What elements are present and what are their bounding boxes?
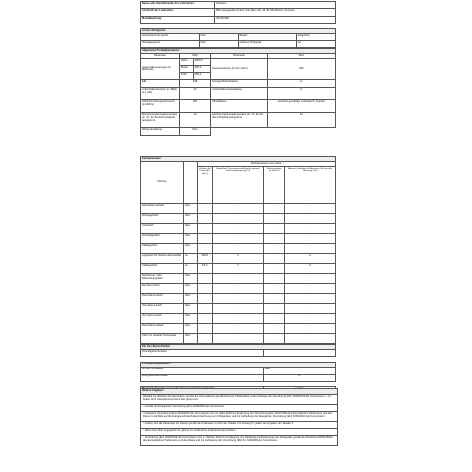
compartment-volume: - [197,294,213,304]
product-info-sheet-2 [140,156,336,395]
compartment-volume: - [197,224,213,234]
note-paragraph: ³ Ändern sich die Parameter für Fächer gemäß den Fußnoten 4 und 5 der Tabelle 3 in Anhang IV, gelten die Angaben der Tabelle 3. [141,422,337,429]
height-label: Höhe [180,59,194,66]
compartment-freezing: - [263,254,284,264]
value-header: Wert [180,54,211,59]
compartment-volume: - [197,274,213,284]
type-row-label: Bauart: [238,34,297,41]
max-temp-label: Höchstumgebungstemperatur (in °C), für die das Kühlgerät geeignet ist [211,113,268,128]
compartment-row [141,314,336,324]
freezing-col-header: Gefriervermögen (in kg/24 h) [263,167,284,204]
eei-value: 108 [180,80,211,88]
compartment-name: Ein-Stern-Fach [141,284,184,294]
compartment-present: Nein [183,274,197,284]
volume-col-header: Volumen des Fachs (dm³ oder l) [197,167,213,204]
compartment-name: Null-Sterne- oder Eisbereitungsfach [141,274,184,284]
compartment-row [141,264,336,274]
compartment-row [141,294,336,304]
group-header: Fachparameter und -werte [197,162,335,167]
compartment-temperature: - [213,244,264,254]
width-label: Breite [180,66,194,73]
compartment-temperature: - [213,224,264,234]
compartment-row [141,274,336,284]
compartment-name: Weinlagerfach [141,214,184,224]
compartment-freezing: - [263,294,284,304]
compartment-present: Nein [183,244,197,254]
annual-energy-value: 287 [180,100,211,113]
compartment-temperature: - [213,294,264,304]
compartment-freezing: - [263,304,284,314]
dimensions-label: Gesamtabmessungen (in Millimeter) [141,59,180,80]
compartment-defrost: A [285,254,336,264]
compartment-present: Nein [183,314,197,324]
defrost-col-header: Abtauart (automatische Abtauung = A, manuelle Abtauung = M) [285,167,336,204]
climate-label: Klimaklasse: [211,100,268,113]
product-info-sheet-1 [140,1,336,136]
compartment-volume: 51.0 [197,264,213,274]
compartment-row [141,234,336,244]
compartment-freezing: - [263,224,284,234]
compartment-defrost: - [285,334,336,344]
compartment-present: Nein [183,234,197,244]
supplier-value: Siemens [215,2,336,9]
compartment-defrost: - [285,244,336,254]
compartment-temperature: - [213,314,264,324]
compartment-temperature: - [213,234,264,244]
light-type-value: LED [263,367,335,374]
type-table [140,28,336,48]
compartment-freezing: - [263,334,284,344]
noise-class-value: D [267,88,335,100]
compartment-table [140,156,336,344]
note-paragraph: Weblink zur Website des Herstellers, auf der die Informationen gemäß Nummer 4 Buchstabe a des Anhangs der Verordnung (EU) 2019/2019 der Kommission ¹ ² zu finden sind: www.siemens-home.bsh-group.com [141,395,337,405]
compartment-defrost: - [285,214,336,224]
compartment-name: Fach mit variabler Temperatur [141,334,184,344]
light-energy-label: Energieeffizienzklasse [141,374,264,381]
compartment-freezing: - [263,274,284,284]
compartment-present: Ja [183,264,197,274]
fachtyp-header: Fachtyp [141,162,184,204]
type-row-label: Anderes Kühlgerät: [238,41,297,48]
compartment-row [141,224,336,234]
compartment-volume: 300.0 [197,254,213,264]
compartment-row [141,204,336,214]
compartment-present: Nein [183,214,197,224]
compartment-present: Nein [183,324,197,334]
noise-value: 42 [180,88,211,100]
compartment-defrost: - [285,314,336,324]
type-row-value: Nein [199,41,238,48]
compartment-temperature: 2 [213,264,264,274]
type-row-label: Geräuscharmes Gerät: [141,34,200,41]
compartment-row [141,284,336,294]
compartment-volume: - [197,324,213,334]
compartment-present: Nein [183,334,197,344]
width-value: 600.0 [193,66,211,73]
note-paragraph: ² Delegierte Verordnung (EU) 2019/2016 der Kommission vom 11. März 2019 zur Ergänzung der Verordnung (EU) 2017/1369 des Europäischen Parlaments und des Rates im Hinblick auf die Energieverbrauchskennzeichnung von Kühlgeräten und zur Aufhebung der Delegierten Verordnung (EU) 1060/2010 der Kommission. [141,412,337,422]
model-value: GS 51NAD [215,17,336,24]
compartment-temperature: - [213,274,264,284]
compartment-defrost: - [285,324,336,334]
compartment-defrost: - [285,294,336,304]
eei-label: EEI [141,80,180,88]
compartment-freezing: - [263,284,284,294]
compartment-present: Nein [183,204,197,214]
address-value: BSH Hausgeräte GmbH, Carl-Wery-Str. 34, 81739 Munich, Germany [215,9,336,17]
compartment-volume: - [197,304,213,314]
note-paragraph: ¹ Gemäß der Delegierten Verordnung (EU) 2019/2016 der Kommission. [141,405,337,412]
compartment-defrost: - [285,224,336,234]
total-volume-label: Gesamtvolumen (in dm³ oder l) [211,59,268,80]
compartment-name: Zwei-Sterne-Abteil [141,324,184,334]
total-volume-value: 300 [267,59,335,80]
type-row-value: Ja [297,41,336,48]
compartment-volume: - [197,334,213,344]
compartment-defrost: - [285,204,336,214]
compartment-name: Vier-Sterne-Fach [141,314,184,324]
compartment-freezing: - [263,204,284,214]
type-row-value: Nein [199,34,238,41]
compartment-present: Nein [183,224,197,234]
light-section-title: Lichtquellenparameter: [141,362,336,367]
depth-label: Tiefe [180,73,194,80]
compartment-row [141,244,336,254]
noise-label: Luftschallemissionen (in dB(A) re 1 pW) [141,88,180,100]
compartment-volume: - [197,204,213,214]
general-section-title: Allgemeine Produktparameter: [141,49,336,54]
compartment-row [141,324,336,334]
type-section-title: Art des Kühlgeräts: [141,29,336,34]
compartment-section-title: Fachparameter: [141,157,336,162]
compartment-present: Nein [183,294,197,304]
address-label: Anschrift des Lieferanten [141,9,215,17]
min-temp-label: Mindestumgebungstemperatur (in °C), für die das Kühlgerät geeignet ist [141,113,180,128]
compartment-freezing: - [263,234,284,244]
compartment-freezing: - [263,314,284,324]
type-row-label: Weinlagergerät: [141,41,200,48]
compartment-name: Drei-Sterne-Fach [141,304,184,314]
four-star-title: Für Vier-Sterne-Fächer [141,345,336,350]
compartment-defrost: A [285,264,336,274]
supplier-table [140,1,336,24]
annual-energy-label: Jährlicher Energieverbrauch (in kWh/a) [141,100,180,113]
supplier-label: Name oder Handelsmarke des Lieferanten: [141,2,215,9]
compartment-name: Kaltlagerfach [141,244,184,254]
compartment-freezing: - [263,214,284,224]
compartment-defrost: - [285,304,336,314]
compartment-name: Lagerfach für frische Lebensmittel [141,254,184,264]
compartment-name: Speisekammerfach [141,204,184,214]
compartment-name: Zwei-Sterne-Fach [141,294,184,304]
compartment-row [141,254,336,264]
note-paragraph: ⁵ Verordnung (EU) 2019/2019 der Kommission vom 1. Oktober 2019 zur Festlegung von Ökodesign-Anforderungen an Kühlgeräte gemäß der Richtlinie 2009/125/EG des Europäischen Parlaments und des Rates und zur Aufhebung der Verordnung (EG) Nr. 643/2009 der Kommission. [143,436,333,443]
min-temp-value: 10 [180,113,211,128]
general-params-table [140,48,336,136]
max-temp-value: 43 [267,113,335,128]
temperature-col-header: Empfohlene Temperatureinstellung für optimale Lebensmittellagerung (°C) [213,167,264,204]
compartment-name: Kellerfach [141,224,184,234]
light-type-label: Art der Lichtquelle: [141,367,264,374]
compartment-freezing: - [263,264,284,274]
param-header: Parameter [141,54,180,59]
quick-freeze-value [263,350,335,357]
compartment-volume: - [197,234,213,244]
additional-info-title: Weitere Angaben: [141,389,337,395]
compartment-temperature: 4 [213,254,264,264]
energy-class-label: Energieeffizienzklasse [211,80,268,88]
winter-setting-label: Wintereinstellung [141,128,180,136]
param-header: Parameter [211,54,268,59]
value-header: Wert [267,54,335,59]
compartment-freezing: - [263,324,284,334]
height-value: 1860.0 [193,59,211,66]
compartment-volume: - [197,314,213,324]
compartment-temperature: - [213,204,264,214]
compartment-row [141,304,336,314]
compartment-defrost: - [285,284,336,294]
depth-value: 650.0 [193,73,211,80]
noise-class-label: Luftschallemissionsklasse [211,88,268,100]
compartment-volume: - [197,214,213,224]
compartment-defrost: - [285,234,336,244]
note-paragraph: ⁴ Wenn kein Wert angegeben ist, gibt es im Gerät keine entsprechende Funktion. [141,429,337,436]
climate-value: erweitert-gemäßigt, subtropisch, tropisch [267,100,335,113]
compartment-present: Nein [183,284,197,294]
compartment-defrost: - [285,274,336,284]
type-row-value: Eingebaut [297,34,336,41]
compartment-temperature: - [213,334,264,344]
compartment-rows [141,204,336,344]
compartment-present: Ja [183,254,197,264]
compartment-freezing: - [263,244,284,254]
quick-freeze-label: Schnellgefrierfunktion [141,350,264,357]
compartment-temperature: - [213,324,264,334]
model-label: Modellkennung: [141,17,215,24]
energy-class-value: E [267,80,335,88]
compartment-row [141,214,336,224]
winter-setting-value: Nein [180,128,211,136]
light-energy-value: G [263,374,335,381]
compartment-temperature: - [213,284,264,294]
compartment-temperature: - [213,304,264,314]
compartment-temperature: - [213,214,264,224]
compartment-volume: - [197,244,213,254]
compartment-row [141,334,336,344]
compartment-present: Nein [183,304,197,314]
product-info-sheet-3 [140,388,338,446]
compartment-volume: - [197,284,213,294]
compartment-name: Frischlagerfach [141,234,184,244]
compartment-name: Kaltlagerfach [141,264,184,274]
